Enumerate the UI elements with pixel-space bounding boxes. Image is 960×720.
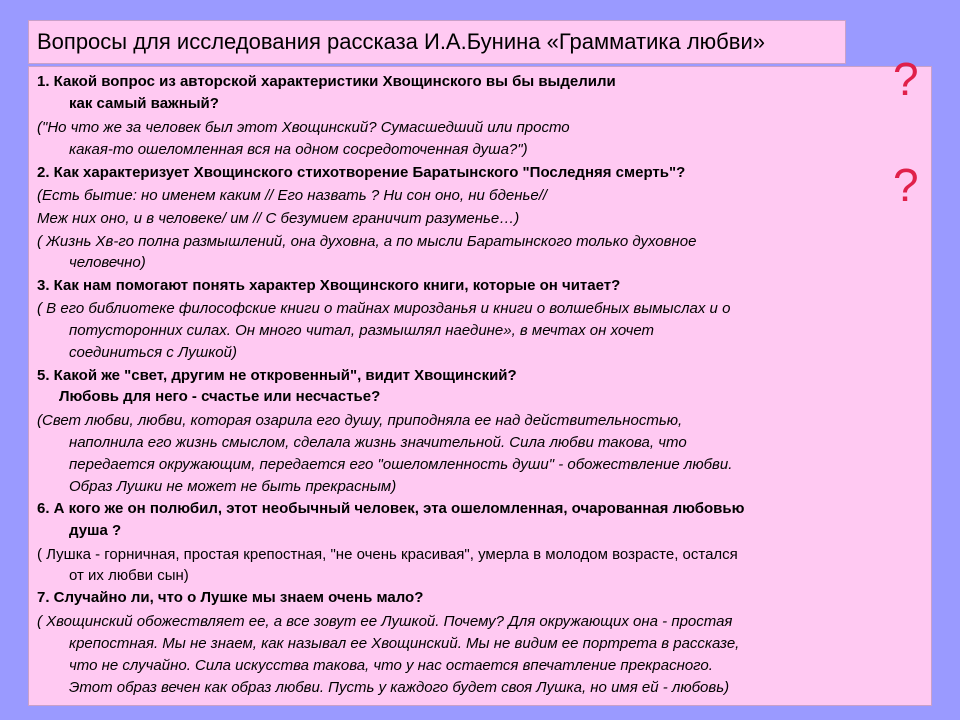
- answer-3-line-3: соединиться с Лушкой): [69, 344, 237, 361]
- question-5-line-1: 5. Какой же "свет, другим не откровенный", видит Хвощинский?: [37, 367, 517, 384]
- answer-1-line-2: какая-то ошеломленная вся на одном сосредоточенная душа?"): [69, 141, 528, 158]
- slide-title-box: [28, 20, 846, 64]
- answer-6-line-1: ( Лушка - горничная, простая крепостная, "не очень красивая", умерла в молодом возрасте, остался: [37, 546, 738, 563]
- answer-2-line-1: (Есть бытие: но именем каким // Его назвать ? Ни сон оно, ни бденье//: [37, 187, 548, 204]
- questions-panel: [28, 66, 932, 706]
- question-mark-icon-1: ?: [893, 53, 919, 105]
- answer-3-line-2: потусторонних силах. Он много читал, размышлял наедине», в мечтах он хочет: [69, 322, 655, 339]
- slide-title: Вопросы для исследования рассказа И.А.Бунина «Грамматика любви»: [37, 29, 765, 54]
- question-1-line-2: как самый важный?: [69, 95, 219, 112]
- question-6-line-1: 6. А кого же он полюбил, этот необычный человек, эта ошеломленная, очарованная любовью: [37, 500, 745, 517]
- question-mark-icon-2: ?: [893, 159, 919, 211]
- answer-5-line-1: (Свет любви, любви, которая озарила его душу, приподняла ее над действительностью,: [37, 412, 683, 429]
- answer-2-line-3: ( Жизнь Хв-го полна размышлений, она духовна, а по мысли Баратынского только духовное: [37, 233, 697, 250]
- answer-7-line-3: что не случайно. Сила искусства такова, что у нас остается впечатление прекрасного.: [69, 657, 713, 674]
- question-2-line-1: 2. Как характеризует Хвощинского стихотворение Баратынского "Последняя смерть"?: [37, 164, 686, 181]
- answer-5-line-4: Образ Лушки не может не быть прекрасным): [69, 478, 397, 495]
- answer-2-line-4: человечно): [69, 254, 146, 271]
- answer-2-line-2: Меж них оно, и в человеке/ им // С безумием граничит разуменье…): [37, 210, 520, 227]
- answer-7-line-1: ( Хвощинский обожествляет ее, а все зовут ее Лушкой. Почему? Для окружающих она - простая: [37, 613, 733, 630]
- question-6-line-2: душа ?: [69, 522, 122, 539]
- answer-6-line-2: от их любви сын): [69, 567, 189, 584]
- answer-1-line-1: ("Но что же за человек был этот Хвощинский? Сумасшедший или просто: [37, 119, 570, 136]
- answer-7-line-4: Этот образ вечен как образ любви. Пусть у каждого будет своя Лушка, но имя ей - любовь): [69, 679, 730, 696]
- answer-7-line-2: крепостная. Мы не знаем, как называл ее Хвощинский. Мы не видим ее портрета в рассказе,: [69, 635, 740, 652]
- answer-3-line-1: ( В его библиотеке философские книги о тайнах мирозданья и книги о волшебных вымыслах и о: [37, 300, 731, 317]
- question-7-line-1: 7. Случайно ли, что о Лушке мы знаем очень мало?: [37, 589, 424, 606]
- answer-5-line-2: наполнила его жизнь смыслом, сделала жизнь значительной. Сила любви такова, что: [69, 434, 687, 451]
- question-3-line-1: 3. Как нам помогают понять характер Хвощинского книги, которые он читает?: [37, 277, 621, 294]
- question-1-line-1: 1. Какой вопрос из авторской характеристики Хвощинского вы бы выделили: [37, 73, 616, 90]
- question-5-line-2: Любовь для него - счастье или несчастье?: [59, 388, 381, 405]
- answer-5-line-3: передается окружающим, передается его "ошеломленность души" - обожествление любви.: [69, 456, 733, 473]
